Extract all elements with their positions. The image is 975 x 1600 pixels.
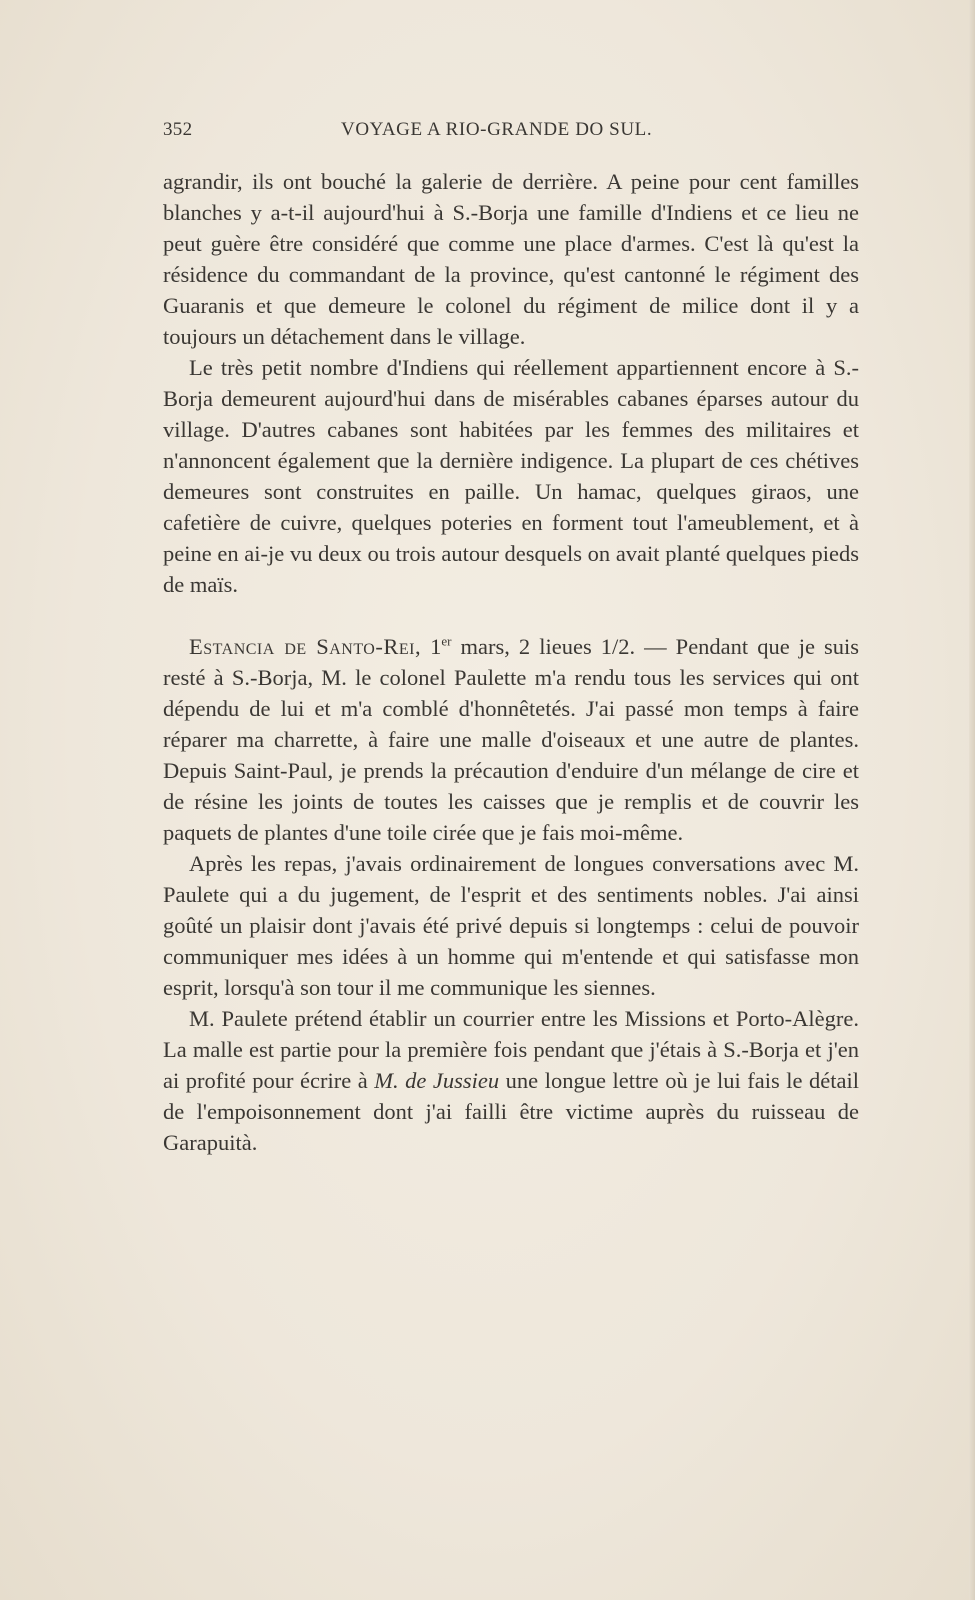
page-header [163,119,861,147]
paragraph-3-text: mars, 2 lieues 1/2. — Pendant que je suis resté à S.-Borja, M. le colonel Paulette m'a rendu tous les services qui ont dépendu de lui et m'a comblé d'honnêtetés. J'ai passé mon temps à faire réparer ma charrette, à faire une malle d'oiseaux et une autre de plantes. Depuis Saint-Paul, je prends la précaution d'enduire d'un mélange de cire et de résine les joints de toutes les caisses que je remplis et de couvrir les paquets de plantes d'une toile cirée que je fais moi-même. [163,634,860,845]
running-title: VOYAGE A RIO-GRANDE DO SUL. [341,119,653,140]
page-number: 352 [163,119,193,140]
paragraph-3 [163,631,859,848]
paragraph-5-before: M. Paulete prétend établir un courrier entre les Missions et Porto-Alègre. La malle est partie pour la première fois pendant que j'étais à S.-Borja et j'en ai profité pour écrire à [163,1006,859,1093]
entry-heading-place: Estancia de Santo-Rei, [189,634,422,659]
paragraph-4: Après les repas, j'avais ordinairement de longues conversations avec M. Paulete qui a du jugement, de l'esprit et des sentiments nobles. J'ai ainsi goûté un plaisir dont j'avais été privé depuis si longtemps : celui de pouvoir communiquer mes idées à un homme qui m'entende et qui satisfasse mon esprit, lorsqu'à son tour il me communique les siennes. [163,851,859,1000]
paragraph-5-italic: M. de Jussieu [374,1068,500,1093]
entry-date-suffix: er [441,633,452,649]
entry-date-day: 1 [430,634,442,659]
paragraph-1: agrandir, ils ont bouché la galerie de derrière. A peine pour cent familles blanches y a-t-il aujourd'hui à S.-Borja une famille d'Indiens et ce lieu ne peut guère être considéré que comme une place d'armes. C'est là qu'est la résidence du commandant de la province, qu'est cantonné le régiment des Guaranis et que demeure le colonel du régiment de milice dont il y a toujours un détachement dans le village. [163,169,859,349]
paragraph-2: Le très petit nombre d'Indiens qui réellement appartiennent encore à S.-Borja demeurent aujourd'hui dans de misérables cabanes éparses autour du village. D'autres cabanes sont habitées par les femmes des militaires et n'annoncent également que la dernière indigence. La plupart de ces chétives demeures sont construites en paille. Un hamac, quelques giraos, une cafetière de cuivre, quelques poteries en forment tout l'ameublement, et à peine en ai-je vu deux ou trois autour desquels on avait planté quelques pieds de maïs. [163,355,859,597]
paragraph-5-after: une longue lettre où je lui fais le détail de l'empoisonnement dont j'ai failli être victime auprès du ruisseau de Garapuità. [163,1068,860,1155]
page-edge [969,0,975,1600]
paragraph-5 [163,1003,859,1158]
body-text [163,166,859,1158]
